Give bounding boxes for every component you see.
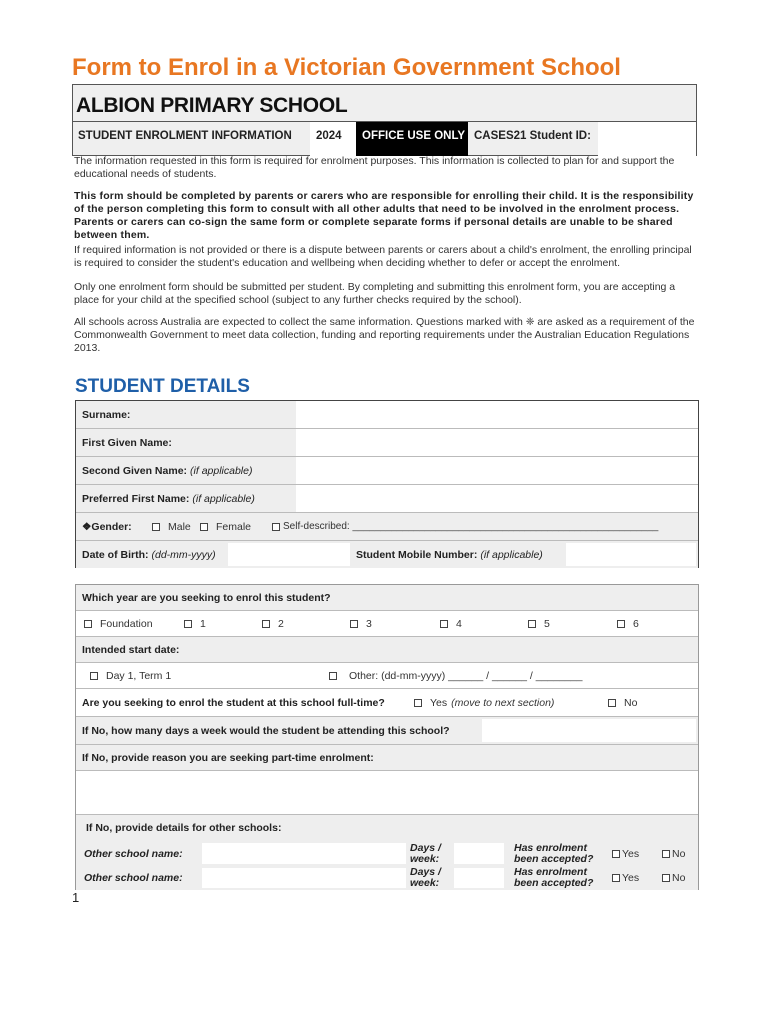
office-use-label: OFFICE USE ONLY xyxy=(356,122,468,156)
year-label-1: 1 xyxy=(200,617,206,630)
preferred-name-hint: (if applicable) xyxy=(192,492,255,505)
fulltime-yes-checkbox[interactable] xyxy=(414,699,422,707)
start-day1-option[interactable] xyxy=(90,663,171,688)
year-option-1[interactable] xyxy=(184,611,206,636)
other-school-label-2 xyxy=(78,866,183,890)
student-details-title: STUDENT DETAILS xyxy=(75,376,250,397)
gender-female-label: Female xyxy=(216,520,252,533)
other-school-row-1 xyxy=(76,841,698,866)
accepted-no-checkbox-2[interactable] xyxy=(662,874,670,882)
accepted-yes-checkbox-2[interactable] xyxy=(612,874,620,882)
other-school-label-1 xyxy=(78,841,183,866)
cases21-label: CASES21 Student ID: xyxy=(474,130,591,142)
accepted-text-2: Has enrolment been accepted? xyxy=(514,866,594,889)
year-options-row xyxy=(76,611,698,637)
gender-row xyxy=(76,513,698,541)
accepted-no-label-1: No xyxy=(672,847,686,860)
second-name-hint: (if applicable) xyxy=(190,464,253,477)
dob-hint: (dd-mm-yyyy) xyxy=(151,548,216,561)
year-option-6[interactable] xyxy=(617,611,639,636)
gender-male-label: Male xyxy=(168,520,191,533)
intro-paragraph-3: If required information is not provided or there is a dispute between parents or carers about a child's enrolment, the enrolling principal is required to consider the student's education and wellbeing when deciding whether to defer or accept the enrolment. xyxy=(74,244,692,269)
intro-paragraph-1: The information requested in this form is required for enrolment purposes. This information is collected to plan for and support the educational needs of students. xyxy=(74,155,675,180)
other-schools-label: If No, provide details for other schools: xyxy=(86,822,282,834)
reason-question: If No, provide reason you are seeking part-time enrolment: xyxy=(82,751,374,764)
start-date-options-row xyxy=(76,663,698,689)
second-name-text: Second Given Name: xyxy=(82,464,188,477)
days-week-input-2[interactable] xyxy=(454,868,504,888)
year-checkbox-4[interactable] xyxy=(440,620,448,628)
page-title: Form to Enrol in a Victorian Government School xyxy=(72,54,621,81)
start-day1-checkbox[interactable] xyxy=(90,672,98,680)
days-week-text-2: Days / week: xyxy=(410,866,441,889)
days-week-label-2 xyxy=(406,866,452,890)
fulltime-no-label: No xyxy=(624,696,638,709)
gender-label: ❖Gender: xyxy=(82,520,132,533)
year-checkbox-foundation[interactable] xyxy=(84,620,92,628)
enrolment-table xyxy=(75,584,699,890)
header-year: 2024 xyxy=(310,122,356,156)
year-checkbox-6[interactable] xyxy=(617,620,625,628)
year-checkbox-5[interactable] xyxy=(528,620,536,628)
mobile-label xyxy=(350,541,543,568)
year-checkbox-3[interactable] xyxy=(350,620,358,628)
dob-label xyxy=(76,541,226,568)
days-question: If No, how many days a week would the student be attending this school? xyxy=(82,724,450,737)
other-school-input-2[interactable] xyxy=(202,868,406,888)
second-name-input[interactable] xyxy=(296,457,698,484)
preferred-name-label xyxy=(76,485,296,512)
surname-label: Surname: xyxy=(76,401,296,428)
other-school-text-2: Other school name: xyxy=(84,872,183,884)
reason-label-row xyxy=(76,745,698,771)
page-number: 1 xyxy=(72,890,80,905)
dob-text: Date of Birth: xyxy=(82,548,149,561)
accepted-yes-option-2[interactable] xyxy=(612,866,639,890)
start-other-checkbox[interactable] xyxy=(329,672,337,680)
other-schools-row xyxy=(76,815,698,841)
mobile-hint: (if applicable) xyxy=(480,548,543,561)
fulltime-question: Are you seeking to enrol the student at this school full-time? xyxy=(82,696,385,709)
year-label-foundation: Foundation xyxy=(100,617,153,630)
year-label-6: 6 xyxy=(633,617,639,630)
preferred-name-row xyxy=(76,485,698,513)
year-option-foundation[interactable] xyxy=(84,611,153,636)
cases21-input[interactable] xyxy=(598,122,696,156)
start-other-option[interactable] xyxy=(329,663,582,688)
other-school-row-2 xyxy=(76,866,698,890)
first-name-label: First Given Name: xyxy=(76,429,296,456)
days-input[interactable] xyxy=(482,719,696,742)
gender-female-checkbox[interactable] xyxy=(200,523,208,531)
accepted-text-1: Has enrolment been accepted? xyxy=(514,841,594,865)
days-week-text-1: Days / week: xyxy=(410,841,441,865)
accepted-no-option-2[interactable] xyxy=(662,866,685,890)
year-label-2: 2 xyxy=(278,617,284,630)
year-option-4[interactable] xyxy=(440,611,462,636)
fulltime-yes-label: Yes xyxy=(430,696,448,709)
dob-row xyxy=(76,541,698,568)
school-name: ALBION PRIMARY SCHOOL xyxy=(76,94,348,117)
preferred-name-input[interactable] xyxy=(296,485,698,512)
days-week-label-1 xyxy=(406,841,452,866)
header-info-row xyxy=(72,121,697,156)
start-date-label: Intended start date: xyxy=(82,643,180,656)
second-name-label xyxy=(76,457,296,484)
year-label-5: 5 xyxy=(544,617,550,630)
year-checkbox-2[interactable] xyxy=(262,620,270,628)
year-option-5[interactable] xyxy=(528,611,550,636)
reason-input[interactable] xyxy=(76,771,698,815)
year-question: Which year are you seeking to enrol this student? xyxy=(82,591,331,604)
preferred-name-text: Preferred First Name: xyxy=(82,492,190,505)
intro-paragraph-5: All schools across Australia are expected to collect the same information. Questions marked with ❈ are asked as a requirement of the Commonwealth Government to meet data collection, funding and reporting requirements under the Australian Education Regulations 2013. xyxy=(74,316,695,354)
accepted-no-label-2: No xyxy=(672,872,686,884)
gender-male-checkbox[interactable] xyxy=(152,523,160,531)
fulltime-row xyxy=(76,689,698,717)
start-date-row xyxy=(76,637,698,663)
start-other-label: Other: (dd-mm-yyyy) ______ / ______ / ________ xyxy=(349,669,583,682)
accepted-no-checkbox-1[interactable] xyxy=(662,850,670,858)
accepted-no-option-1[interactable] xyxy=(662,841,685,866)
intro-paragraph-2: This form should be completed by parents or carers who are responsible for enrolling their child. It is the responsibility of the person completing this form to consult with all other adults that need to be involved in the enrolment process. Parents or carers can co-sign the same form or complete separate forms if personal details are unable to be shared between them. xyxy=(74,190,694,241)
year-question-row xyxy=(76,585,698,611)
accepted-yes-checkbox-1[interactable] xyxy=(612,850,620,858)
year-label-4: 4 xyxy=(456,617,462,630)
gender-self-checkbox[interactable] xyxy=(272,523,280,531)
accepted-label-1 xyxy=(508,841,604,866)
mobile-input[interactable] xyxy=(566,543,696,566)
other-school-input-1[interactable] xyxy=(202,843,406,864)
fulltime-no-checkbox[interactable] xyxy=(608,699,616,707)
gender-self-label: Self-described: _______________________________________________________ xyxy=(283,521,659,532)
gender-male-option[interactable] xyxy=(152,513,191,540)
accepted-yes-label-1: Yes xyxy=(622,847,640,860)
year-checkbox-1[interactable] xyxy=(184,620,192,628)
fulltime-no-option[interactable] xyxy=(608,689,637,716)
first-name-row xyxy=(76,429,698,457)
start-day1-label: Day 1, Term 1 xyxy=(106,669,172,682)
gender-female-option[interactable] xyxy=(200,513,251,540)
accepted-yes-label-2: Yes xyxy=(622,872,640,884)
accepted-yes-option-1[interactable] xyxy=(612,841,639,866)
other-school-text-1: Other school name: xyxy=(84,847,183,860)
year-label-3: 3 xyxy=(366,617,372,630)
fulltime-yes-hint: (move to next section) xyxy=(451,696,555,709)
fulltime-yes-option[interactable] xyxy=(414,689,554,716)
year-option-3[interactable] xyxy=(350,611,372,636)
header-label: STUDENT ENROLMENT INFORMATION xyxy=(78,130,292,142)
days-week-input-1[interactable] xyxy=(454,843,504,864)
intro-paragraph-4: Only one enrolment form should be submitted per student. By completing and submitting this enrolment form, you are accepting a place for your child at the specified school (subject to any further checks required by the school). xyxy=(74,281,676,306)
dob-input[interactable] xyxy=(228,543,350,566)
accepted-label-2 xyxy=(508,866,604,890)
student-details-table xyxy=(75,400,699,568)
gender-self-option[interactable] xyxy=(272,513,658,540)
mobile-text: Student Mobile Number: xyxy=(356,548,478,561)
days-row xyxy=(76,717,698,745)
surname-input[interactable] xyxy=(296,401,698,428)
first-name-input[interactable] xyxy=(296,429,698,456)
year-option-2[interactable] xyxy=(262,611,284,636)
surname-row xyxy=(76,401,698,429)
second-name-row xyxy=(76,457,698,485)
